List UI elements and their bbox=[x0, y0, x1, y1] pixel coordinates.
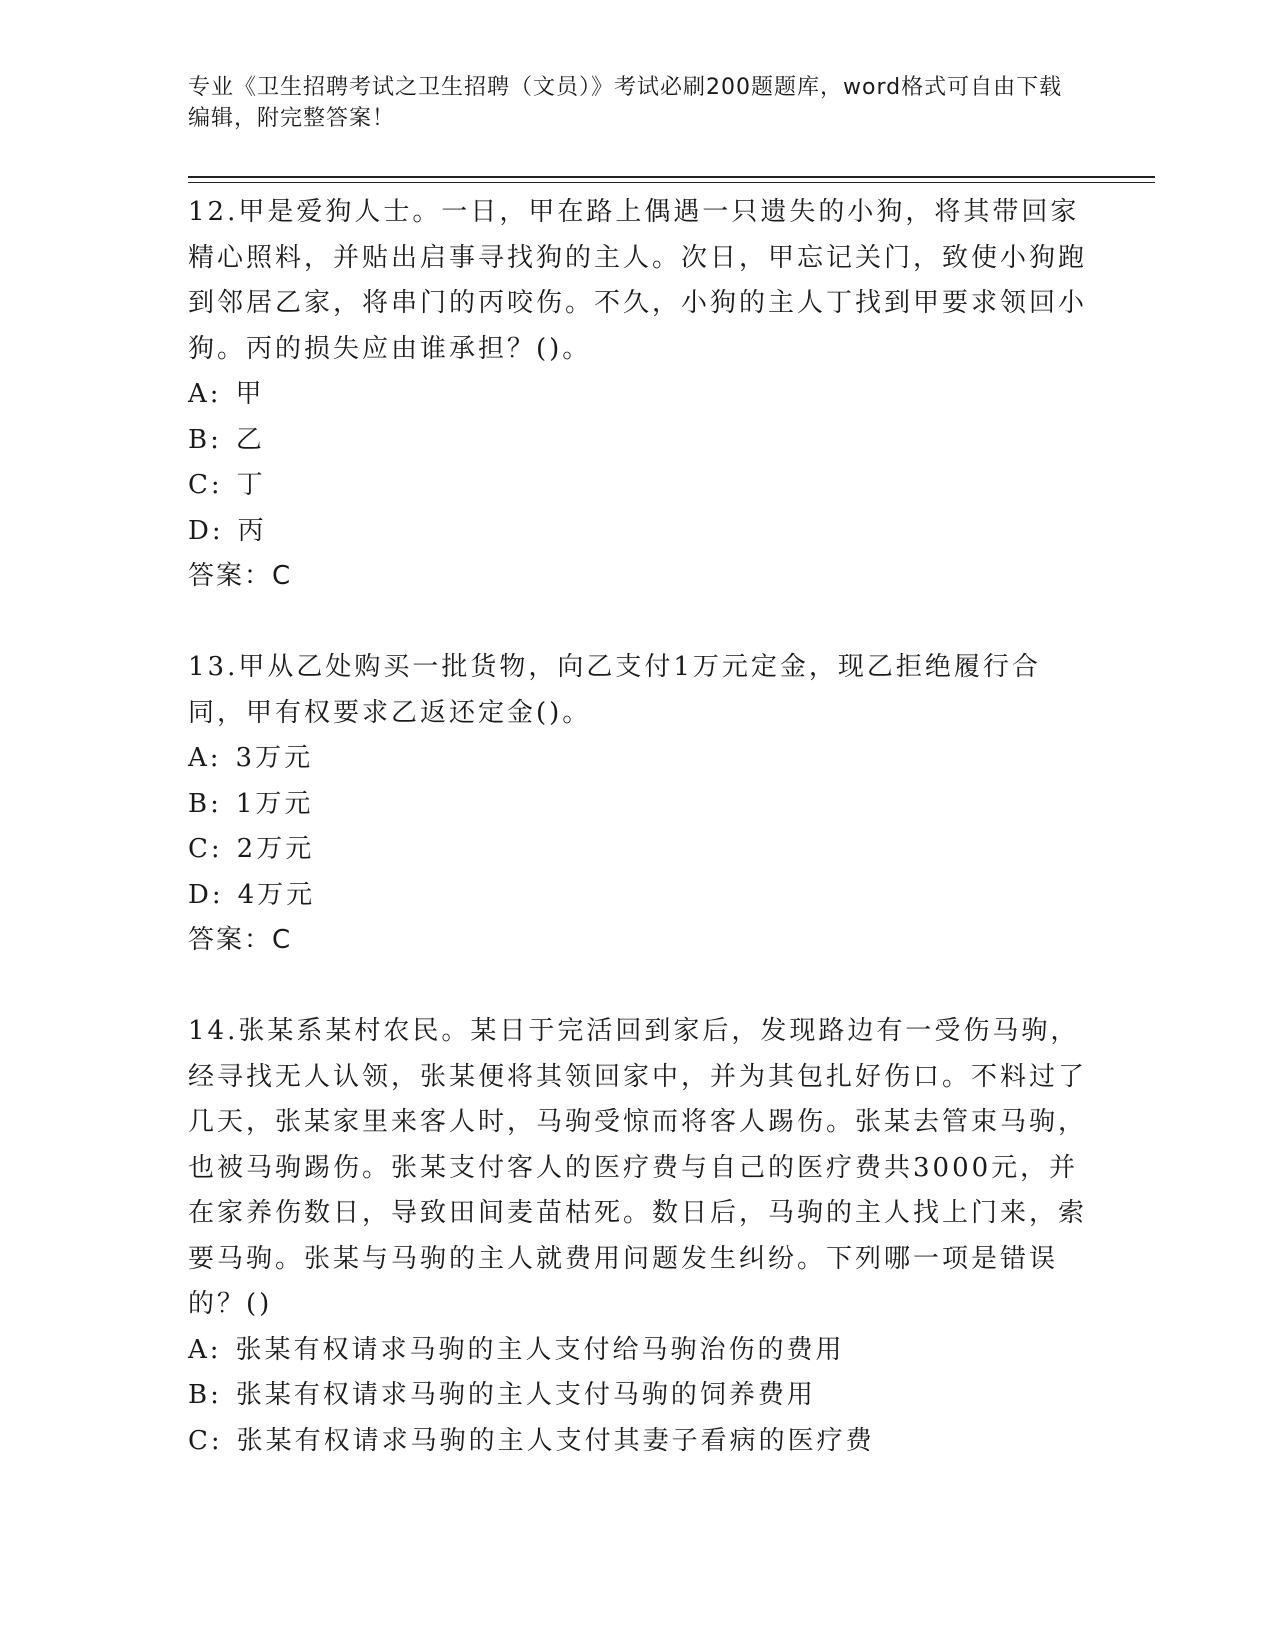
question-12 bbox=[188, 190, 1088, 600]
option-text: 丙 bbox=[237, 515, 267, 546]
option-b bbox=[188, 418, 1088, 464]
option-b bbox=[188, 1373, 1088, 1419]
option-text: 张某有权请求马驹的主人支付给马驹治伤的费用 bbox=[235, 1334, 845, 1365]
question-list bbox=[188, 190, 1088, 1464]
option-key: A: bbox=[188, 379, 222, 409]
option-key: D: bbox=[188, 879, 224, 910]
option-text: 3万元 bbox=[235, 743, 314, 773]
option-a bbox=[188, 372, 1088, 418]
option-text: 张某有权请求马驹的主人支付马驹的饲养费用 bbox=[235, 1380, 816, 1410]
option-key: A: bbox=[188, 743, 222, 773]
option-key: B: bbox=[188, 1380, 222, 1410]
option-key: B: bbox=[188, 424, 222, 455]
question-stem: 14.张某系某村农民。某日于完活回到家后，发现路边有一受伤马驹，经寻找无人认领，张某便将其领回家中，并为其包扎好伤口。不料过了几天，张某家里来客人时，马驹受惊而将客人踢伤。张某去管束马驹，也被马驹踢伤。张某支付客人的医疗费与自己的医疗费共3000元，并在家养伤数日，导致田间麦苗枯死。数日后，马驹的主人找上门来，索要马驹。张某与马驹的主人就费用问题发生纠纷。下列哪一项是错误的？() bbox=[188, 1016, 1088, 1319]
option-c bbox=[188, 827, 1088, 873]
option-text: 丁 bbox=[236, 470, 266, 500]
option-text: 乙 bbox=[235, 424, 265, 455]
option-key: C: bbox=[188, 1425, 223, 1456]
option-text: 张某有权请求马驹的主人支付其妻子看病的医疗费 bbox=[236, 1425, 875, 1456]
question-stem: 13.甲从乙处购买一批货物，向乙支付1万元定金，现乙拒绝履行合同，甲有权要求乙返还定金()。 bbox=[188, 652, 1041, 728]
option-b bbox=[188, 782, 1088, 828]
option-key: C: bbox=[188, 470, 223, 500]
option-c bbox=[188, 463, 1088, 509]
option-key: C: bbox=[188, 834, 223, 864]
option-text: 2万元 bbox=[236, 834, 315, 864]
option-key: A: bbox=[188, 1334, 222, 1365]
option-d bbox=[188, 873, 1088, 919]
answer-line: 答案：C bbox=[188, 561, 293, 591]
document-header: 专业《卫生招聘考试之卫生招聘（文员）》考试必刷200题题库，word格式可自由下载编辑，附完整答案！ bbox=[188, 75, 1063, 131]
option-key: D: bbox=[188, 515, 224, 546]
option-a bbox=[188, 1328, 1088, 1374]
question-gap bbox=[188, 964, 1088, 1010]
option-c bbox=[188, 1419, 1088, 1465]
header-rule-thin bbox=[188, 182, 1155, 183]
question-13 bbox=[188, 645, 1088, 964]
option-d bbox=[188, 509, 1088, 555]
question-stem: 12.甲是爱狗人士。一日，甲在路上偶遇一只遗失的小狗，将其带回家精心照料，并贴出启事寻找狗的主人。次日，甲忘记关门，致使小狗跑到邻居乙家，将串门的丙咬伤。不久，小狗的主人丁找到甲要求领回小狗。丙的损失应由谁承担？()。 bbox=[188, 197, 1088, 364]
option-text: 甲 bbox=[235, 379, 265, 409]
option-a bbox=[188, 736, 1088, 782]
option-text: 1万元 bbox=[235, 788, 314, 819]
question-14 bbox=[188, 1009, 1088, 1464]
header-rule-thick bbox=[188, 176, 1155, 178]
answer-line: 答案：C bbox=[188, 925, 293, 955]
option-key: B: bbox=[188, 788, 222, 819]
option-text: 4万元 bbox=[237, 879, 316, 910]
question-gap bbox=[188, 600, 1088, 646]
